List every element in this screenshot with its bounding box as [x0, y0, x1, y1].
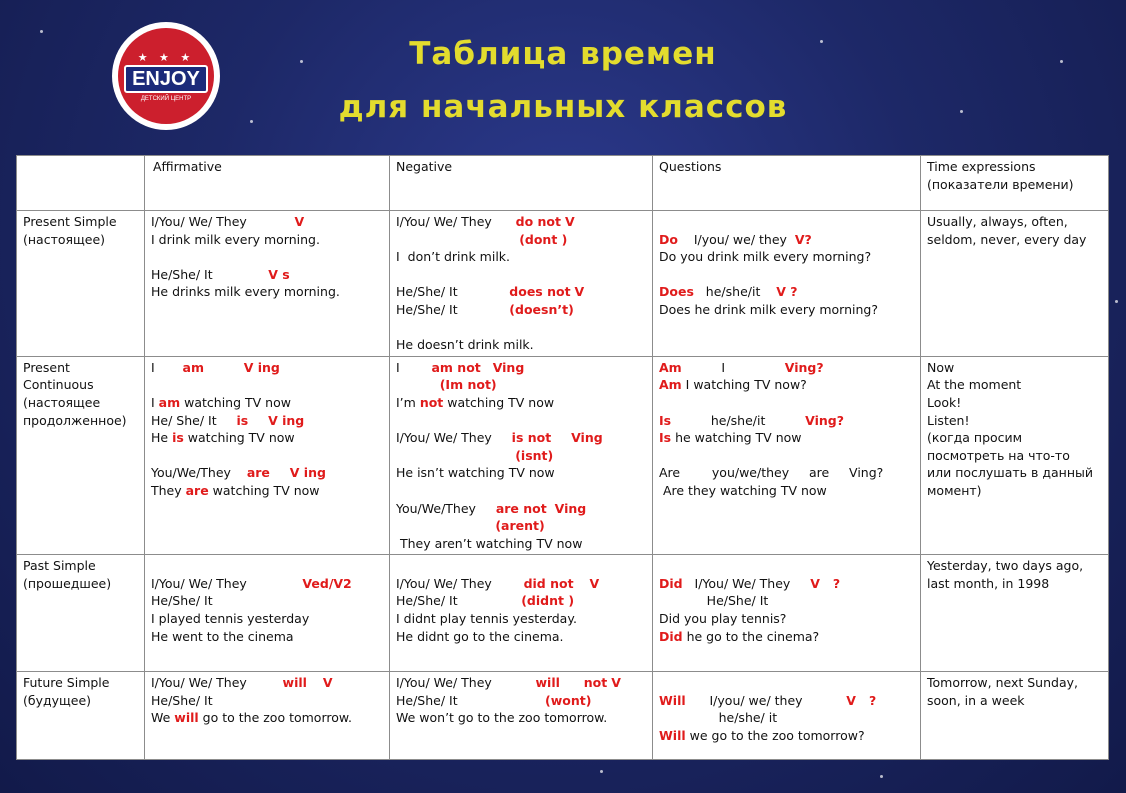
table-row: [17, 555, 1109, 672]
negative-cell: I/You/ We/ They will not V He/She/ It (wont) We won’t go to the zoo tomorrow.: [390, 672, 653, 760]
logo-stars: ★ ★ ★: [137, 50, 195, 64]
negative-cell: I am not Ving (Im not) I’m not watching TV now I/You/ We/ They is not Ving (isnt) He isn’t watching TV now You/We/They are not Ving (arent) They aren’t watching TV now: [390, 356, 653, 555]
tense-cell: Past Simple (прошедшее): [17, 555, 145, 672]
questions-cell: Do I/you/ we/ they V? Do you drink milk every morning? Does he/she/it V ? Does he drink milk every morning?: [653, 211, 921, 357]
tenses-table: [16, 155, 1109, 760]
affirmative-cell: I/You/ We/ They V I drink milk every morning. He/She/ It V s He drinks milk every morning.: [145, 211, 390, 357]
page-title-line2: для начальных классов: [338, 89, 788, 125]
time-cell: Now At the moment Look! Listen! (когда просим посмотреть на что-то или послушать в данный момент): [921, 356, 1109, 555]
star-decoration: [40, 30, 43, 33]
table-row: [17, 356, 1109, 555]
star-decoration: [880, 775, 883, 778]
time-cell: Tomorrow, next Sunday, soon, in a week: [921, 672, 1109, 760]
tense-cell: Future Simple (будущее): [17, 672, 145, 760]
negative-cell: I/You/ We/ They do not V (dont ) I don’t drink milk. He/She/ It does not V He/She/ It (doesn’t) He doesn’t drink milk.: [390, 211, 653, 357]
tense-cell: Present Continuous (настоящее продолженное): [17, 356, 145, 555]
header-cell-questions: Questions: [653, 156, 921, 211]
questions-cell: Did I/You/ We/ They V ? He/She/ It Did you play tennis? Did he go to the cinema?: [653, 555, 921, 672]
table-row: [17, 211, 1109, 357]
questions-cell: Am I Ving? Am I watching TV now? Is he/she/it Ving? Is he watching TV now Are you/we/they are Ving? Are they watching TV now: [653, 356, 921, 555]
header-cell-time-expressions: Time expressions (показатели времени): [921, 156, 1109, 211]
header-cell-empty: [17, 156, 145, 211]
star-decoration: [600, 770, 603, 773]
affirmative-cell: I/You/ We/ They Ved/V2 He/She/ It I played tennis yesterday He went to the cinema: [145, 555, 390, 672]
logo-subtitle: ДЕТСКИЙ ЦЕНТР: [140, 95, 192, 102]
negative-cell: I/You/ We/ They did not V He/She/ It (didnt ) I didnt play tennis yesterday. He didnt go to the cinema.: [390, 555, 653, 672]
affirmative-cell: I am V ing I am watching TV now He/ She/ It is V ing He is watching TV now You/We/They are V ing They are watching TV now: [145, 356, 390, 555]
tense-cell: Present Simple (настоящее): [17, 211, 145, 357]
time-cell: Usually, always, often, seldom, never, every day: [921, 211, 1109, 357]
time-cell: Yesterday, two days ago, last month, in 1998: [921, 555, 1109, 672]
affirmative-cell: I/You/ We/ They will V He/She/ It We will go to the zoo tomorrow.: [145, 672, 390, 760]
star-decoration: [1115, 300, 1118, 303]
table-row: [17, 672, 1109, 760]
header-cell-negative: Negative: [390, 156, 653, 211]
logo-brand: ENJOY: [124, 65, 208, 93]
table-header-row: [17, 156, 1109, 211]
page-title-line1: Таблица времен: [409, 36, 717, 72]
questions-cell: Will I/you/ we/ they V ? he/she/ it Will we go to the zoo tomorrow?: [653, 672, 921, 760]
header-cell-affirmative: Affirmative: [145, 156, 390, 211]
